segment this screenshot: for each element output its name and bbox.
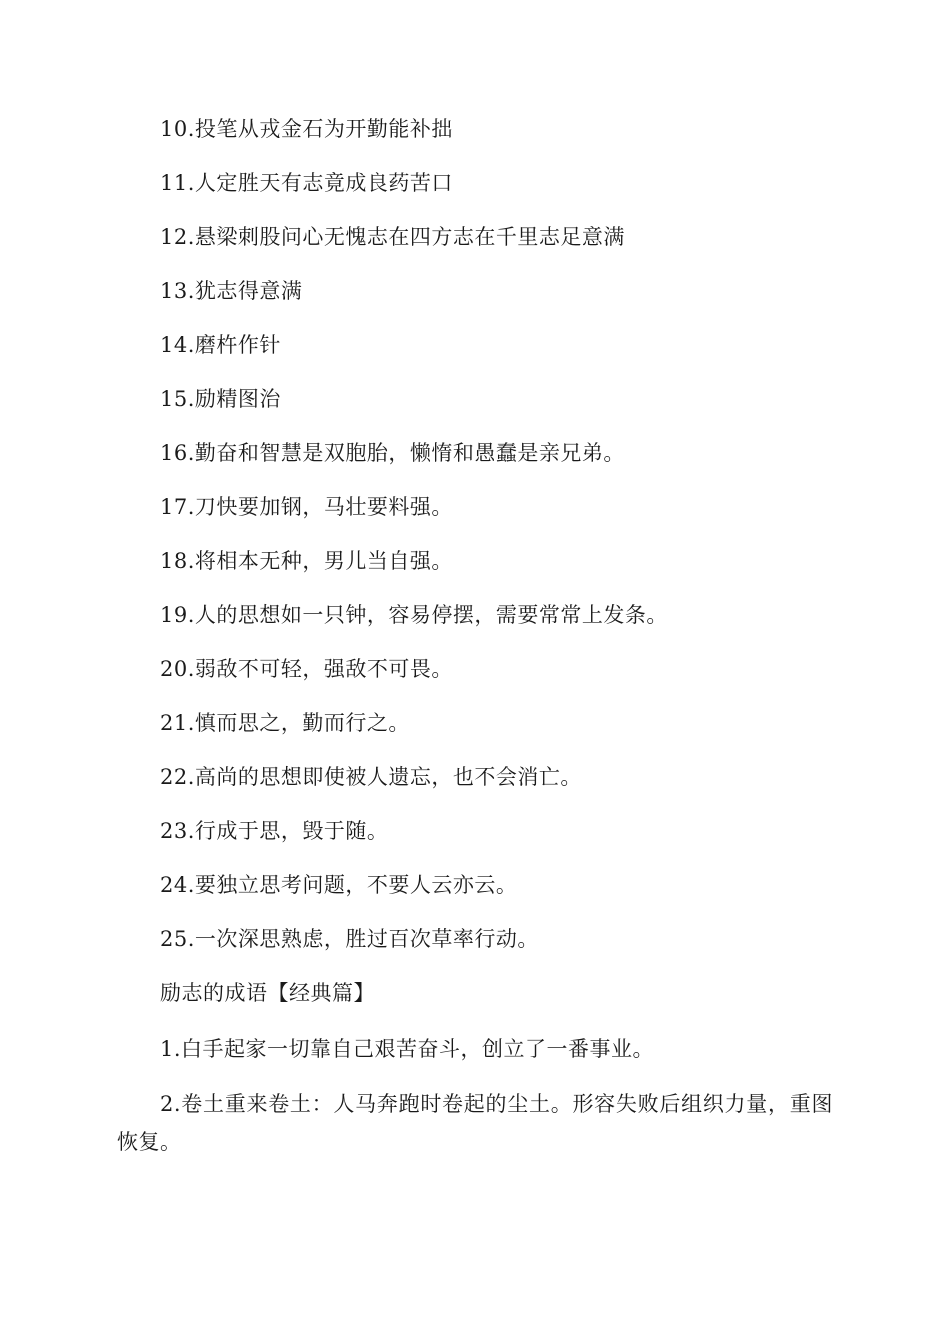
list-item: 10.投笔从戎金石为开勤能补拙 [160, 117, 453, 141]
paragraph: 2.卷土重来卷土：人马奔跑时卷起的尘土。形容失败后组织力量，重图恢复。 [117, 1092, 833, 1154]
list-item: 19.人的思想如一只钟，容易停摆，需要常常上发条。 [160, 603, 668, 627]
list-item: 12.悬梁刺股问心无愧志在四方志在千里志足意满 [160, 225, 625, 249]
list-item: 13.犹志得意满 [160, 279, 303, 303]
list-item: 20.弱敌不可轻，强敌不可畏。 [160, 657, 453, 681]
list-item: 1.白手起家一切靠自己艰苦奋斗，创立了一番事业。 [160, 1037, 655, 1061]
list-item: 11.人定胜天有志竟成良药苦口 [160, 171, 453, 195]
list-item: 22.高尚的思想即使被人遗忘，也不会消亡。 [160, 765, 582, 789]
list-item: 18.将相本无种，男儿当自强。 [160, 549, 453, 573]
list-item: 14.磨杵作针 [160, 333, 281, 357]
list-item: 16.勤奋和智慧是双胞胎，懒惰和愚蠢是亲兄弟。 [160, 441, 625, 465]
section-heading: 励志的成语【经典篇】 [160, 981, 375, 1005]
list-item: 15.励精图治 [160, 387, 281, 411]
list-item: 21.慎而思之，勤而行之。 [160, 711, 410, 735]
list-item: 17.刀快要加钢，马壮要料强。 [160, 495, 453, 519]
list-item: 25.一次深思熟虑，胜过百次草率行动。 [160, 927, 539, 951]
list-item: 23.行成于思，毁于随。 [160, 819, 389, 843]
list-item: 24.要独立思考问题，不要人云亦云。 [160, 873, 518, 897]
